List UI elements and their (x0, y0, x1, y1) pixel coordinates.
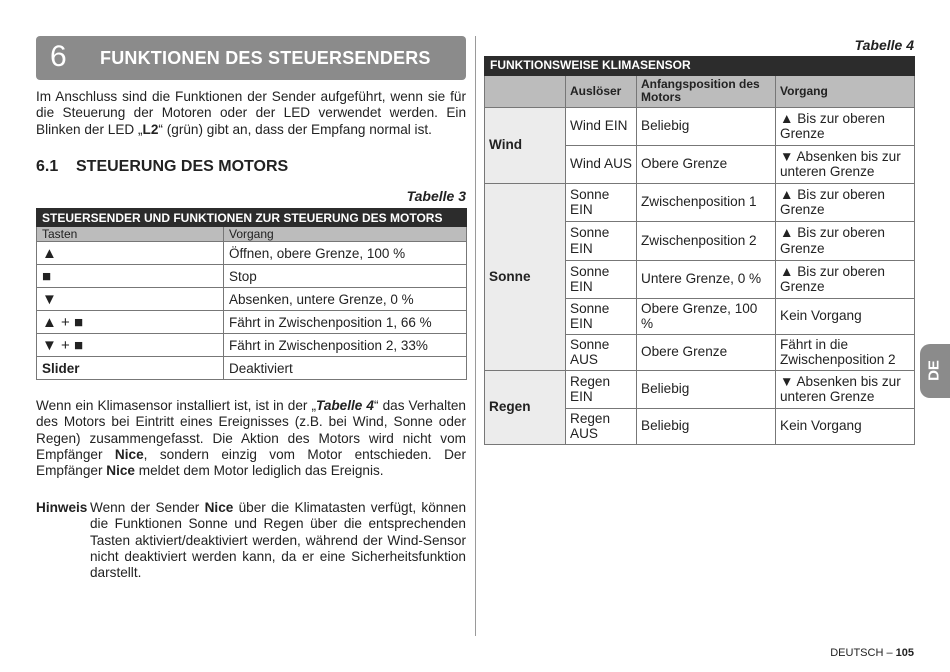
table-cell: Zwischenposition 1 (637, 183, 776, 221)
table-cell: Sonne EIN (566, 221, 637, 260)
table-row (37, 311, 467, 334)
table3-caption: Tabelle 3 (406, 188, 466, 204)
table4-header-start: Anfangsposition des Motors (637, 75, 776, 107)
table-cell: Deaktiviert (224, 357, 467, 380)
key-down-stop-icon: ▼ + ■ (37, 334, 224, 357)
table-cell: Sonne AUS (566, 334, 637, 370)
key-down-icon: ▼ (37, 288, 224, 311)
intro-paragraph: Im Anschluss sind die Funktionen der Sender aufgeführt, wenn sie für die Steuerung der Motoren oder der LED verwendet werden. Ein Blinken der LED „L2“ (grün) gibt an, dass der Empfang normal ist. (36, 89, 466, 137)
table-cell: Öffnen, obere Grenze, 100 % (224, 242, 467, 265)
section-title-text: STEUERUNG DES MOTORS (76, 158, 289, 175)
table-cell: ▲ Bis zur oberen Grenze (776, 183, 915, 221)
table-cell: Obere Grenze, 100 % (637, 298, 776, 334)
table-cell: Beliebig (637, 370, 776, 408)
section-number: 6.1 (36, 158, 59, 175)
table-row (485, 183, 915, 221)
table4-title: FUNKTIONSWEISE KLIMASENSOR (485, 57, 915, 76)
chapter-number: 6 (50, 40, 67, 73)
page-footer (830, 647, 914, 659)
key-stop-icon: ■ (37, 265, 224, 288)
climate-sensor-paragraph: Wenn ein Klimasensor installiert ist, ist in der „Tabelle 4“ das Verhalten des Motors bei Eintritt eines Ereignisses (z.B. bei Wind, Sonne oder Regen) zusammengefasst. Die Aktion des Motors wird nicht vom Empfänger Nice, sondern einzig vom Motor entschieden. Der Empfänger Nice meldet dem Motor lediglich das Ereignis. (36, 398, 466, 479)
table-cell: Kein Vorgang (776, 408, 915, 444)
table-cell: Zwischenposition 2 (637, 221, 776, 260)
section-title (36, 158, 288, 176)
note-text: Wenn der Sender Nice über die Klimatasten verfügt, können die Funktionen Sonne und Regen über die entsprechenden Tasten aktiviert/deaktiviert werden, während der Wind-Sensor nicht deaktiviert werden kann, da er eine Sicherheitsfunktion darstellt. (90, 500, 467, 581)
chapter-title: FUNKTIONEN DES STEUERSENDERS (100, 48, 431, 68)
table4-header-action: Vorgang (776, 75, 915, 107)
table-cell: ▼ Absenken bis zur unteren Grenze (776, 145, 915, 183)
table-row (37, 242, 467, 265)
table3-title: STEUERSENDER UND FUNKTIONEN ZUR STEUERUNG DES MOTORS (37, 209, 467, 227)
group-wind: Wind (485, 107, 566, 183)
language-tab (920, 344, 950, 398)
footer-language: DEUTSCH – (830, 647, 896, 659)
table-cell: Sonne EIN (566, 183, 637, 221)
table-row (37, 334, 467, 357)
table-row (485, 107, 915, 145)
table-cell: Wind AUS (566, 145, 637, 183)
table-cell: ▲ Bis zur oberen Grenze (776, 260, 915, 298)
language-tab-label: DE (925, 360, 943, 381)
table-cell: ▲ Bis zur oberen Grenze (776, 107, 915, 145)
table-row (37, 357, 467, 380)
table-cell: Fährt in Zwischenposition 2, 33% (224, 334, 467, 357)
group-regen: Regen (485, 370, 566, 444)
table-cell: Regen AUS (566, 408, 637, 444)
group-sonne: Sonne (485, 183, 566, 370)
table-row (485, 370, 915, 408)
table4-caption: Tabelle 4 (854, 37, 914, 53)
table-cell: ▲ Bis zur oberen Grenze (776, 221, 915, 260)
key-up-icon: ▲ (37, 242, 224, 265)
page-number: 105 (895, 647, 914, 659)
key-slider: Slider (37, 357, 224, 380)
table-cell: Beliebig (637, 107, 776, 145)
table-cell: Sonne EIN (566, 298, 637, 334)
table-cell: Stop (224, 265, 467, 288)
table3-header-action: Vorgang (224, 227, 467, 242)
table4-header-empty (485, 75, 566, 107)
table-row (37, 288, 467, 311)
table-cell: Kein Vorgang (776, 298, 915, 334)
table-cell: Obere Grenze (637, 334, 776, 370)
table4 (484, 56, 915, 445)
table4-header-trigger: Auslöser (566, 75, 637, 107)
table-cell: Fährt in die Zwischenposition 2 (776, 334, 915, 370)
table-row (37, 265, 467, 288)
column-divider (475, 36, 476, 636)
table-cell: Sonne EIN (566, 260, 637, 298)
table-cell: Untere Grenze, 0 % (637, 260, 776, 298)
table-cell: ▼ Absenken bis zur unteren Grenze (776, 370, 915, 408)
key-up-stop-icon: ▲ + ■ (37, 311, 224, 334)
table-cell: Regen EIN (566, 370, 637, 408)
note-label: Hinweis (36, 500, 88, 515)
table-cell: Wind EIN (566, 107, 637, 145)
table-cell: Fährt in Zwischenposition 1, 66 % (224, 311, 467, 334)
table-cell: Absenken, untere Grenze, 0 % (224, 288, 467, 311)
table3-header-keys: Tasten (37, 227, 224, 242)
table-cell: Obere Grenze (637, 145, 776, 183)
table-cell: Beliebig (637, 408, 776, 444)
chapter-header (36, 36, 466, 80)
table3 (36, 208, 467, 380)
